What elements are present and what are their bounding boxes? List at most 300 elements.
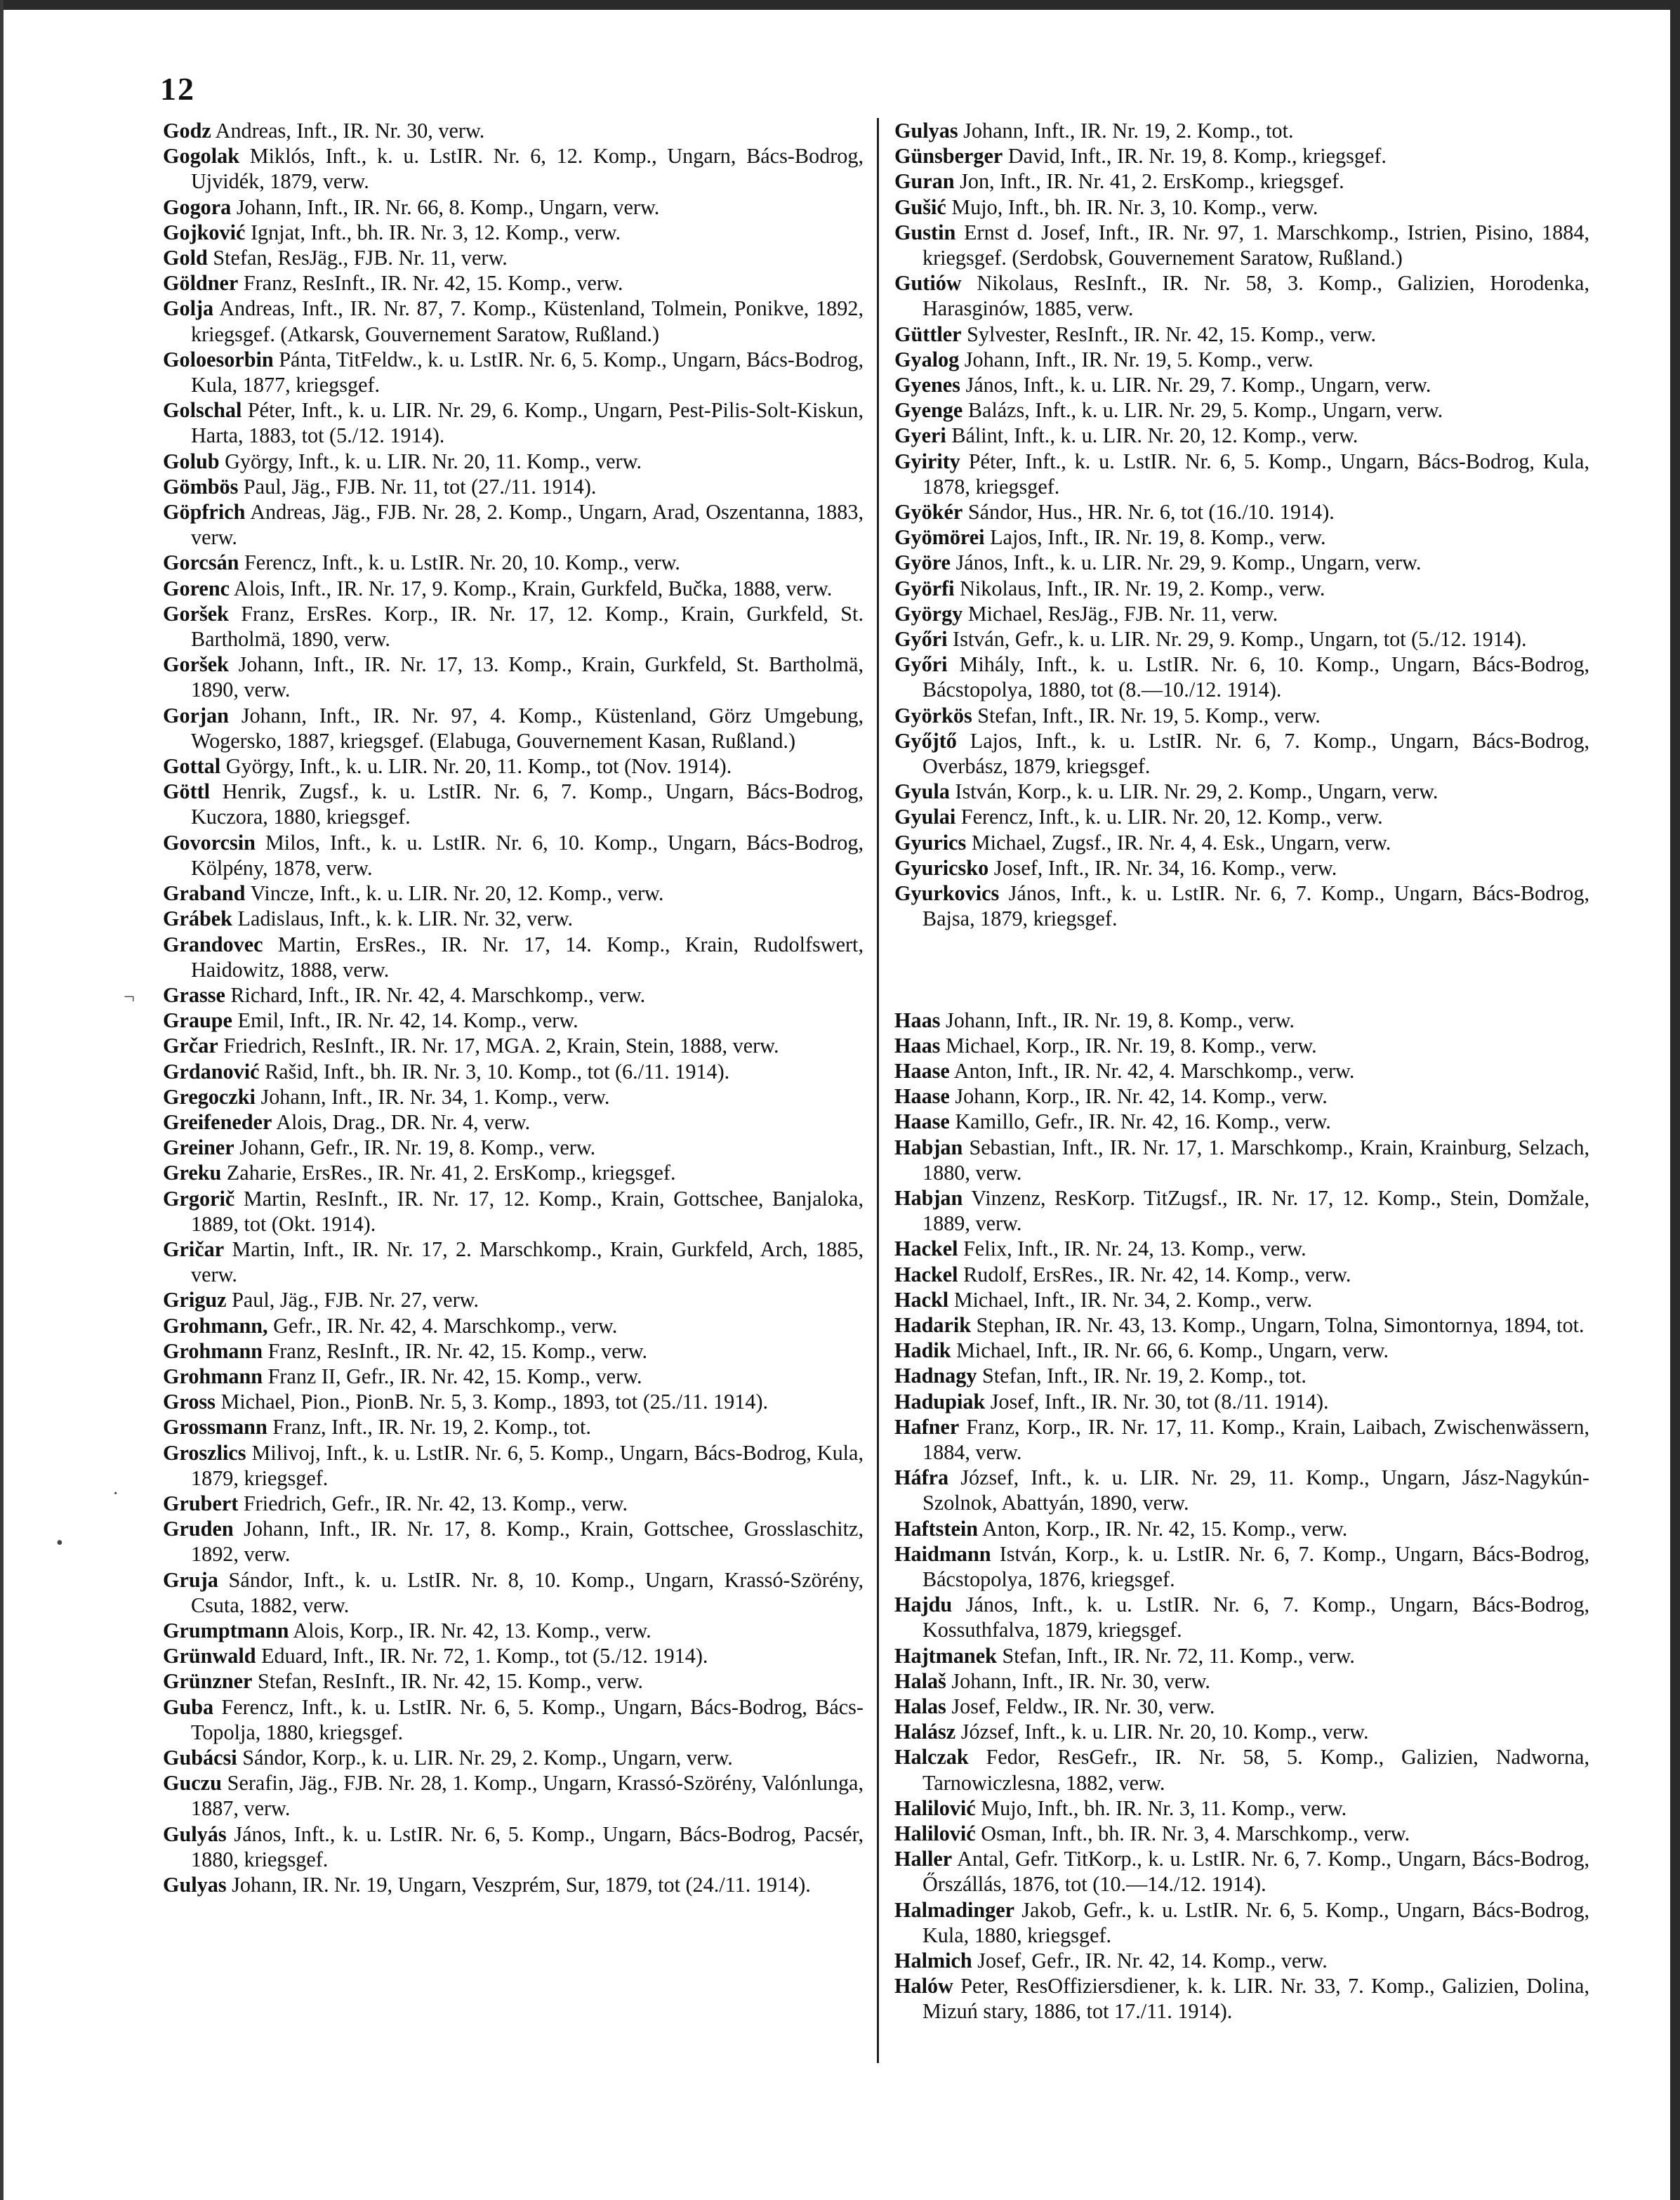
entry-details: Michael, Inft., IR. Nr. 34, 2. Komp., verw. (948, 1287, 1313, 1312)
entry-surname: Grohmann, (163, 1313, 268, 1338)
entry-details: Péter, Inft., k. u. LstIR. Nr. 6, 5. Komp., Ungarn, Bács-Bodrog, Kula, 1878, kriegsgef. (922, 449, 1589, 499)
entry-details: Rašid, Inft., bh. IR. Nr. 3, 10. Komp., tot (6./11. 1914). (259, 1059, 730, 1083)
entry-surname: Gorcsán (163, 551, 239, 575)
entry-details: Henrik, Zugsf., k. u. LstIR. Nr. 6, 7. Komp., Ungarn, Bács-Bodrog, Kuczora, 1880, kriegsgef. (191, 779, 864, 829)
entry-surname: Grohmann (163, 1338, 263, 1363)
entry-surname: Haas (894, 1033, 941, 1058)
list-entry (163, 474, 864, 499)
list-entry (894, 347, 1589, 372)
entry-surname: Halilović (894, 1822, 976, 1845)
entry-details: Zaharie, ErsRes., IR. Nr. 41, 2. ErsKomp., kriegsgef. (221, 1161, 676, 1185)
list-entry (894, 1414, 1589, 1465)
list-entry (163, 753, 864, 779)
entry-details: Richard, Inft., IR. Nr. 42, 4. Marschkomp., verw. (225, 982, 646, 1007)
entry-details: Josef, Inft., IR. Nr. 34, 16. Komp., verw. (988, 855, 1337, 880)
list-entry (163, 652, 864, 702)
entry-surname: Goloesorbin (163, 347, 274, 371)
entry-details: János, Inft., k. u. LstIR. Nr. 6, 7. Komp., Ungarn, Bács-Bodrog, Bajsa, 1879, kriegsgef. (922, 881, 1589, 931)
list-entry (163, 1084, 864, 1109)
entry-surname: Greifeneder (163, 1109, 272, 1134)
entry-surname: Gömbös (163, 474, 239, 499)
entry-surname: Govorcsin (163, 830, 256, 855)
entry-surname: Gulyas (163, 1873, 227, 1897)
entry-surname: Halaš (894, 1668, 946, 1693)
entry-details: Kamillo, Gefr., IR. Nr. 42, 16. Komp., verw. (949, 1109, 1331, 1134)
entry-details: Sándor, Hus., HR. Nr. 6, tot (16./10. 1914). (963, 500, 1335, 525)
entry-details: Sebastian, Inft., IR. Nr. 17, 1. Marschkomp., Krain, Krainburg, Selzach, 1880, verw. (922, 1135, 1589, 1185)
list-entry (163, 1643, 864, 1668)
entry-surname: Hackel (894, 1237, 958, 1261)
entry-surname: Haase (894, 1109, 950, 1134)
entry-details: Michael, ResJäg., FJB. Nr. 11, verw. (963, 601, 1278, 626)
entry-details: Peter, ResOffiziersdiener, k. k. LIR. Nr. 33, 7. Komp., Galizien, Dolina, Mizuń stary, 1886, tot 17./11. 1914). (922, 1974, 1589, 2024)
entry-details: Johann, Korp., IR. Nr. 42, 14. Komp., verw. (949, 1084, 1328, 1109)
entry-surname: Gyalog (894, 347, 960, 371)
entry-details: Franz, ResInft., IR. Nr. 42, 15. Komp., verw. (238, 271, 623, 296)
entry-details: György, Inft., k. u. LIR. Nr. 20, 11. Komp., tot (Nov. 1914). (220, 754, 732, 779)
entry-surname: Gustin (894, 220, 956, 244)
entry-surname: Háfra (894, 1465, 949, 1490)
entry-details: Ferencz, Inft., k. u. LIR. Nr. 20, 12. Komp., verw. (955, 805, 1383, 829)
entry-surname: Gogora (163, 195, 232, 219)
entry-details: János, Inft., k. u. LstIR. Nr. 6, 7. Komp., Ungarn, Bács-Bodrog, Kossuthfalva, 1879, kriegsgef. (922, 1593, 1589, 1642)
entry-details: Josef, Gefr., IR. Nr. 42, 14. Komp., verw. (972, 1949, 1328, 1973)
list-entry (163, 550, 864, 575)
list-entry (163, 1364, 864, 1389)
entry-details: Johann, Inft., IR. Nr. 17, 8. Komp., Krain, Gottschee, Grosslaschitz, 1892, verw. (191, 1517, 864, 1567)
entry-surname: Haase (894, 1058, 950, 1083)
list-entry (894, 601, 1589, 626)
entry-details: Andreas, Inft., IR. Nr. 87, 7. Komp., Küstenland, Tolmein, Ponikve, 1892, kriegsgef. (Atkarsk, Gouvernement Saratow, Rußland.) (191, 296, 864, 346)
entry-details: Ferencz, Inft., k. u. LstIR. Nr. 20, 10. Komp., verw. (239, 551, 680, 575)
entry-surname: Grossmann (163, 1415, 267, 1440)
entry-surname: Gulyas (894, 119, 958, 143)
entry-details: Johann, Inft., IR. Nr. 19, 5. Komp., verw. (959, 347, 1314, 371)
entry-details: Fedor, ResGefr., IR. Nr. 58, 5. Komp., Galizien, Nadworna, Tarnowiczlesna, 1882, verw. (922, 1745, 1589, 1795)
list-entry (163, 1414, 864, 1440)
list-entry (894, 1287, 1589, 1312)
entry-details: Johann, Inft., IR. Nr. 97, 4. Komp., Küstenland, Görz Umgebung, Wogersko, 1887, kriegsgef. (Elabuga, Gouvernement Kasan, Rußland.) (191, 703, 864, 753)
list-entry (894, 1135, 1589, 1185)
entry-surname: Grdanović (163, 1059, 260, 1083)
entry-details: János, Inft., k. u. LIR. Nr. 29, 7. Komp., Ungarn, verw. (960, 373, 1431, 397)
entry-details: Josef, Feldw., IR. Nr. 30, verw. (946, 1694, 1215, 1718)
list-entry (163, 932, 864, 982)
entry-details: János, Inft., k. u. LIR. Nr. 29, 9. Komp., Ungarn, verw. (950, 551, 1422, 575)
list-entry (163, 1389, 864, 1414)
entry-surname: Greku (163, 1161, 222, 1185)
list-entry (163, 449, 864, 474)
list-entry (894, 728, 1589, 779)
list-entry (163, 1872, 864, 1897)
entry-surname: Halas (894, 1694, 946, 1718)
entry-surname: Gregoczki (163, 1084, 256, 1109)
entry-details: Johann, Inft., IR. Nr. 17, 13. Komp., Krain, Gurkfeld, St. Bartholmä, 1890, verw. (191, 652, 864, 702)
list-entry (894, 1109, 1589, 1134)
entry-details: Jakob, Gefr., k. u. LstIR. Nr. 6, 5. Komp., Ungarn, Bács-Bodrog, Kula, 1880, kriegsgef. (922, 1897, 1589, 1947)
list-entry (894, 1948, 1589, 1973)
entry-surname: Gyirity (894, 449, 960, 473)
list-entry (163, 143, 864, 194)
entry-details: Mujo, Inft., bh. IR. Nr. 3, 11. Komp., verw. (975, 1796, 1347, 1820)
entry-details: Franz, Korp., IR. Nr. 17, 11. Komp., Krain, Laibach, Zwischenwässern, 1884, verw. (922, 1414, 1589, 1464)
scan-edge-left (0, 0, 4, 2200)
entry-details: Michael, Pion., PionB. Nr. 5, 3. Komp., 1893, tot (25./11. 1914). (215, 1390, 769, 1414)
entry-surname: Groszlics (163, 1440, 246, 1465)
entry-surname: Gubácsi (163, 1746, 237, 1770)
list-entry (894, 397, 1589, 423)
entry-surname: Grumptmann (163, 1618, 289, 1642)
entry-details: Johann, Inft., IR. Nr. 66, 8. Komp., Ungarn, verw. (231, 195, 660, 219)
entry-surname: Gyurics (894, 830, 967, 855)
list-entry (894, 1338, 1589, 1363)
left-column (163, 118, 864, 1897)
entry-surname: Grünzner (163, 1669, 253, 1694)
list-entry (894, 220, 1589, 270)
entry-details: Stefan, ResInft., IR. Nr. 42, 15. Komp., verw. (252, 1669, 643, 1694)
entry-details: Martin, Inft., IR. Nr. 17, 2. Marschkomp., Krain, Gurkfeld, Arch, 1885, verw. (191, 1237, 864, 1287)
entry-surname: Haller (894, 1847, 953, 1871)
list-entry (894, 1058, 1589, 1083)
entry-surname: Gold (163, 246, 208, 270)
list-entry (894, 1592, 1589, 1642)
list-entry (163, 499, 864, 550)
list-entry (894, 576, 1589, 601)
entry-surname: Györkös (894, 703, 972, 727)
entry-surname: Hajtmanek (894, 1643, 997, 1668)
list-entry (163, 1491, 864, 1516)
entry-surname: Gruden (163, 1517, 234, 1541)
entry-surname: Hadupiak (894, 1389, 986, 1414)
entry-surname: Hackl (894, 1287, 949, 1312)
margin-mark: • (56, 1532, 63, 1554)
entry-details: Johann, Inft., IR. Nr. 30, verw. (946, 1668, 1210, 1693)
entry-details: Alois, Drag., DR. Nr. 4, verw. (272, 1109, 531, 1134)
entry-surname: Gyenge (894, 398, 963, 423)
h-section (894, 1008, 1589, 2024)
entry-details: Alois, Inft., IR. Nr. 17, 9. Komp., Krain, Gurkfeld, Bučka, 1888, verw. (230, 576, 833, 600)
entry-details: Osman, Inft., bh. IR. Nr. 3, 4. Marschkomp., verw. (975, 1822, 1410, 1845)
entry-surname: Haase (894, 1084, 950, 1109)
list-entry (894, 1516, 1589, 1541)
entry-surname: Grohmann (163, 1364, 263, 1388)
entry-surname: György (894, 601, 963, 626)
entry-surname: Grünwald (163, 1644, 256, 1668)
list-entry (894, 195, 1589, 220)
list-entry (163, 1109, 864, 1135)
list-entry (163, 347, 864, 397)
list-entry (163, 220, 864, 245)
entry-details: Sándor, Korp., k. u. LIR. Nr. 29, 2. Komp., Ungarn, verw. (237, 1746, 733, 1770)
list-entry (163, 982, 864, 1008)
list-entry (163, 1237, 864, 1287)
entry-details: Michael, Inft., IR. Nr. 66, 6. Komp., Ungarn, verw. (951, 1338, 1389, 1363)
entry-surname: Grčar (163, 1034, 218, 1058)
entry-details: Stephan, IR. Nr. 43, 13. Komp., Ungarn, Tolna, Simontornya, 1894, tot. (971, 1312, 1585, 1337)
entry-details: David, Inft., IR. Nr. 19, 8. Komp., kriegsgef. (1003, 144, 1387, 169)
entry-surname: Haidmann (894, 1541, 991, 1566)
entry-details: István, Korp., k. u. LstIR. Nr. 6, 7. Komp., Ungarn, Bács-Bodrog, Bácstopolya, 1876, kriegsgef. (922, 1541, 1589, 1591)
entry-details: Johann, Inft., IR. Nr. 19, 2. Komp., tot. (958, 119, 1294, 143)
list-entry (163, 245, 864, 270)
entry-details: Bálint, Inft., k. u. LIR. Nr. 20, 12. Komp., verw. (946, 423, 1358, 448)
entry-surname: Gričar (163, 1237, 225, 1261)
list-entry (894, 525, 1589, 550)
entry-surname: Halász (894, 1720, 956, 1744)
list-entry (163, 118, 864, 143)
margin-mark: ¬ (124, 987, 135, 1008)
entry-details: Stefan, ResJäg., FJB. Nr. 11, verw. (207, 246, 508, 270)
entry-surname: Gojković (163, 220, 246, 244)
entry-details: József, Inft., k. u. LIR. Nr. 29, 11. Komp., Ungarn, Jász-Nagykún-Szolnok, Abattyán, 1890, verw. (922, 1465, 1589, 1515)
entry-details: Balázs, Inft., k. u. LIR. Nr. 29, 5. Komp., Ungarn, verw. (963, 398, 1443, 423)
list-entry (163, 601, 864, 652)
list-entry (894, 449, 1589, 499)
entry-details: Milos, Inft., k. u. LstIR. Nr. 6, 10. Komp., Ungarn, Bács-Bodrog, Kölpény, 1878, verw. (191, 830, 864, 880)
entry-details: Pánta, TitFeldw., k. u. LstIR. Nr. 6, 5. Komp., Ungarn, Bács-Bodrog, Kula, 1877, kriegsgef. (191, 347, 864, 397)
list-entry (163, 1186, 864, 1237)
entry-surname: Hajdu (894, 1593, 953, 1617)
list-entry (163, 1313, 864, 1338)
entry-surname: Hackel (894, 1262, 958, 1286)
entry-details: Johann, Inft., IR. Nr. 34, 1. Komp., verw. (255, 1084, 610, 1109)
entry-surname: Gyökér (894, 500, 963, 525)
entry-details: Michael, Zugsf., IR. Nr. 4, 4. Esk., Ungarn, verw. (966, 830, 1391, 855)
entry-details: Johann, Gefr., IR. Nr. 19, 8. Komp., verw. (234, 1135, 596, 1160)
list-entry (894, 855, 1589, 881)
entry-surname: Grasse (163, 982, 225, 1007)
entry-surname: Golja (163, 296, 214, 321)
entry-surname: Haas (894, 1008, 941, 1032)
list-entry (894, 1033, 1589, 1058)
list-entry (163, 1440, 864, 1491)
list-entry (894, 1389, 1589, 1414)
entry-details: Sándor, Inft., k. u. LstIR. Nr. 8, 10. Komp., Ungarn, Krassó-Szörény, Csuta, 1882, verw. (191, 1567, 864, 1617)
entry-surname: Hadik (894, 1338, 951, 1363)
entry-details: Franz II, Gefr., IR. Nr. 42, 15. Komp., verw. (263, 1364, 642, 1388)
entry-details: Ernst d. Josef, Inft., IR. Nr. 97, 1. Marschkomp., Istrien, Pisino, 1884, kriegsgef. (Serdobsk, Gouvernement Saratow, Rußland.) (922, 220, 1589, 270)
entry-details: József, Inft., k. u. LIR. Nr. 20, 10. Komp., verw. (955, 1720, 1369, 1744)
entry-surname: Halczak (894, 1745, 969, 1770)
list-entry (894, 1821, 1589, 1846)
entry-details: Sylvester, ResInft., IR. Nr. 42, 15. Komp., verw. (961, 322, 1377, 346)
list-entry (163, 1160, 864, 1185)
list-entry (163, 1516, 864, 1567)
entry-surname: Hafner (894, 1414, 960, 1439)
entry-surname: Gorjan (163, 703, 229, 727)
entry-details: György, Inft., k. u. LIR. Nr. 20, 11. Komp., verw. (219, 449, 642, 473)
entry-surname: Golschal (163, 398, 242, 423)
entry-surname: Halmadinger (894, 1897, 1015, 1922)
entry-details: Paul, Jäg., FJB. Nr. 27, verw. (226, 1288, 479, 1312)
entry-surname: Györfi (894, 576, 955, 600)
list-entry (894, 1796, 1589, 1821)
entry-details: Emil, Inft., IR. Nr. 42, 14. Komp., verw. (232, 1008, 578, 1033)
right-column (894, 118, 1589, 2024)
entry-details: Martin, ResInft., IR. Nr. 17, 12. Komp., Krain, Gottschee, Banjaloka, 1889, tot (Okt. 1914). (191, 1186, 864, 1236)
entry-surname: Gyeri (894, 423, 946, 448)
entry-details: Gefr., IR. Nr. 42, 4. Marschkomp., verw. (267, 1313, 618, 1338)
list-entry (894, 626, 1589, 652)
list-entry (894, 1973, 1589, 2024)
entry-surname: Gruja (163, 1567, 218, 1592)
entry-details: Stefan, Inft., IR. Nr. 19, 5. Komp., verw. (972, 703, 1321, 727)
entry-surname: Gyulai (894, 805, 956, 829)
list-entry (163, 397, 864, 448)
list-entry (163, 296, 864, 346)
entry-surname: Habjan (894, 1185, 963, 1210)
entry-surname: Gyurkovics (894, 881, 1000, 906)
entry-details: Josef, Inft., IR. Nr. 30, tot (8./11. 1914). (985, 1389, 1329, 1414)
entry-surname: Güttler (894, 322, 962, 346)
entry-surname: Gross (163, 1390, 216, 1414)
entry-surname: Grandovec (163, 932, 263, 956)
entry-surname: Gulyás (163, 1822, 227, 1846)
entry-details: Anton, Korp., IR. Nr. 42, 15. Komp., verw. (978, 1516, 1348, 1541)
entry-surname: Göldner (163, 271, 239, 296)
entry-surname: Günsberger (894, 144, 1003, 169)
list-entry (894, 703, 1589, 728)
entry-details: Andreas, Inft., IR. Nr. 30, verw. (211, 119, 485, 143)
entry-surname: Gorenc (163, 576, 230, 600)
entry-details: Franz, Inft., IR. Nr. 19, 2. Komp., tot. (267, 1415, 591, 1440)
entry-details: Ladislaus, Inft., k. k. LIR. Nr. 32, verw. (232, 907, 574, 931)
list-entry (894, 1846, 1589, 1897)
entry-surname: Greiner (163, 1135, 234, 1160)
entry-details: István, Korp., k. u. LIR. Nr. 29, 2. Komp., Ungarn, verw. (949, 779, 1438, 804)
list-entry (163, 830, 864, 881)
entry-details: Ignjat, Inft., bh. IR. Nr. 3, 12. Komp., verw. (245, 220, 621, 244)
list-entry (163, 1135, 864, 1160)
list-entry (894, 169, 1589, 194)
entry-details: Serafin, Jäg., FJB. Nr. 28, 1. Komp., Ungarn, Krassó-Szörény, Valónlunga, 1887, verw. (191, 1771, 864, 1821)
page-number: 12 (160, 71, 195, 107)
entry-details: Nikolaus, Inft., IR. Nr. 19, 2. Komp., verw. (954, 576, 1325, 600)
entry-surname: Guran (894, 169, 955, 194)
list-entry (894, 1668, 1589, 1694)
list-entry (163, 881, 864, 906)
entry-surname: Halów (894, 1974, 953, 1998)
list-entry (163, 1567, 864, 1618)
list-entry (894, 1744, 1589, 1795)
list-entry (163, 195, 864, 220)
entry-surname: Göpfrich (163, 500, 246, 525)
entry-details: Alois, Korp., IR. Nr. 42, 13. Komp., verw. (289, 1618, 652, 1642)
column-divider (877, 118, 879, 2063)
entry-details: Vincze, Inft., k. u. LIR. Nr. 20, 12. Komp., verw. (245, 881, 664, 906)
entry-surname: Gyuricsko (894, 855, 989, 880)
entry-surname: Goršek (163, 652, 229, 677)
list-entry (894, 652, 1589, 702)
entry-surname: Gutiów (894, 271, 962, 296)
list-entry (163, 703, 864, 753)
list-entry (163, 1618, 864, 1643)
entry-details: Péter, Inft., k. u. LIR. Nr. 29, 6. Komp., Ungarn, Pest-Pilis-Solt-Kiskun, Harta, 1883, tot (5./12. 1914). (191, 398, 864, 448)
list-entry (163, 1059, 864, 1084)
entry-surname: Gušić (894, 195, 946, 219)
entry-details: Andreas, Jäg., FJB. Nr. 28, 2. Komp., Ungarn, Arad, Oszentanna, 1883, verw. (191, 500, 864, 550)
entry-details: Franz, ErsRes. Korp., IR. Nr. 17, 12. Komp., Krain, Gurkfeld, St. Bartholmä, 1890, verw. (191, 601, 864, 652)
entry-details: Martin, ErsRes., IR. Nr. 17, 14. Komp., Krain, Rudolfswert, Haidowitz, 1888, verw. (191, 932, 864, 982)
list-entry (894, 1262, 1589, 1287)
entry-surname: Goršek (163, 601, 229, 626)
entry-surname: Gyömörei (894, 525, 985, 550)
list-entry (894, 143, 1589, 169)
entry-details: János, Inft., k. u. LstIR. Nr. 6, 5. Komp., Ungarn, Bács-Bodrog, Pacsér, 1880, kriegsgef. (191, 1822, 864, 1871)
entry-surname: Haftstein (894, 1516, 979, 1541)
entry-details: Mujo, Inft., bh. IR. Nr. 3, 10. Komp., verw. (946, 195, 1318, 219)
entry-surname: Godz (163, 119, 211, 143)
list-entry (163, 1822, 864, 1872)
entry-details: Antal, Gefr. TitKorp., k. u. LstIR. Nr. 6, 7. Komp., Ungarn, Bács-Bodrog, Őrszállás, 1876, tot (10.—14./12. 1914). (922, 1847, 1589, 1897)
entry-surname: Guba (163, 1694, 214, 1719)
entry-surname: Hadnagy (894, 1364, 977, 1388)
list-entry (163, 1287, 864, 1312)
list-entry (894, 1008, 1589, 1033)
entry-surname: Gyula (894, 779, 950, 804)
list-entry (894, 1083, 1589, 1109)
g-section (894, 118, 1589, 932)
list-entry (894, 1465, 1589, 1515)
list-entry (894, 270, 1589, 321)
list-entry (894, 322, 1589, 347)
entry-details: Friedrich, ResInft., IR. Nr. 17, MGA. 2, Krain, Stein, 1888, verw. (218, 1034, 779, 1058)
entry-details: Jon, Inft., IR. Nr. 41, 2. ErsKomp., kriegsgef. (954, 169, 1344, 194)
entry-surname: Griguz (163, 1288, 227, 1312)
entry-details: Johann, Inft., IR. Nr. 19, 8. Komp., verw. (940, 1008, 1295, 1032)
entry-details: Johann, IR. Nr. 19, Ungarn, Veszprém, Sur, 1879, tot (24./11. 1914). (226, 1873, 811, 1897)
list-entry (894, 118, 1589, 143)
list-entry (894, 1541, 1589, 1592)
entry-surname: Graband (163, 881, 246, 906)
list-entry (163, 1668, 864, 1694)
entry-details: Lajos, Inft., IR. Nr. 19, 8. Komp., verw. (984, 525, 1326, 550)
entry-surname: Győri (894, 652, 948, 677)
entry-details: Anton, Inft., IR. Nr. 42, 4. Marschkomp., verw. (949, 1058, 1355, 1083)
entry-details: Michael, Korp., IR. Nr. 19, 8. Komp., verw. (940, 1033, 1317, 1058)
entry-details: Nikolaus, ResInft., IR. Nr. 58, 3. Komp., Galizien, Horodenka, Harasginów, 1885, verw. (922, 271, 1589, 321)
list-entry (163, 1770, 864, 1821)
entry-details: Paul, Jäg., FJB. Nr. 11, tot (27./11. 1914). (238, 474, 597, 499)
entry-details: Vinzenz, ResKorp. TitZugsf., IR. Nr. 17, 12. Komp., Stein, Domžale, 1889, verw. (922, 1185, 1589, 1236)
entry-details: Mihály, Inft., k. u. LstIR. Nr. 6, 10. Komp., Ungarn, Bács-Bodrog, Bácstopolya, 1880, tot (8.—10./12. 1914). (922, 652, 1589, 702)
list-entry (894, 830, 1589, 855)
entry-details: Stefan, Inft., IR. Nr. 72, 11. Komp., verw. (996, 1643, 1355, 1668)
list-entry (894, 1312, 1589, 1338)
list-entry (163, 1338, 864, 1364)
entry-surname: Grgorič (163, 1186, 235, 1211)
list-entry (163, 1745, 864, 1770)
entry-details: Ferencz, Inft., k. u. LstIR. Nr. 6, 5. Komp., Ungarn, Bács-Bodrog, Bács-Topolja, 1880, kriegsgef. (191, 1694, 864, 1744)
entry-details: Lajos, Inft., k. u. LstIR. Nr. 6, 7. Komp., Ungarn, Bács-Bodrog, Overbász, 1879, kriegsgef. (922, 728, 1589, 779)
section-gap (894, 932, 1589, 1008)
margin-mark: · (112, 1483, 119, 1505)
entry-surname: Habjan (894, 1135, 963, 1159)
entry-surname: Gogolak (163, 144, 240, 169)
entry-surname: Győri (894, 627, 948, 652)
scan-edge-top (0, 0, 1680, 10)
list-entry (894, 1694, 1589, 1719)
list-entry (894, 1236, 1589, 1261)
list-entry (163, 1033, 864, 1058)
entry-surname: Guczu (163, 1771, 222, 1796)
list-entry (163, 270, 864, 296)
list-entry (894, 804, 1589, 829)
entry-details: Felix, Inft., IR. Nr. 24, 13. Komp., verw. (958, 1237, 1307, 1261)
list-entry (894, 550, 1589, 575)
list-entry (894, 1897, 1589, 1948)
list-entry (894, 779, 1589, 804)
